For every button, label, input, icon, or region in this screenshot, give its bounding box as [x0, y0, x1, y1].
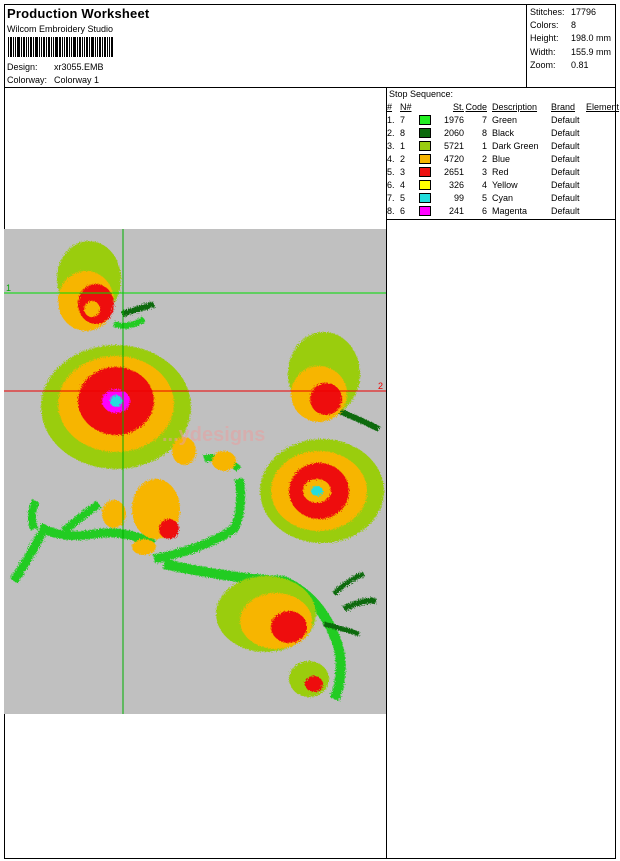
stop-stitches: 1976: [443, 114, 464, 125]
stop-description: Black: [492, 127, 515, 138]
stop-row: [387, 139, 619, 152]
stop-index: 4.: [387, 153, 395, 164]
stop-element: [586, 126, 619, 139]
stop-code: 3: [481, 166, 487, 177]
flower-large-left: [41, 345, 191, 469]
stop-description: Dark Green: [492, 140, 539, 151]
stop-index: 8.: [387, 205, 395, 216]
stat-stitches: Stitches: 17796: [530, 7, 597, 17]
stat-colors: Colors: 8: [530, 20, 577, 31]
design-filename: xr3055.EMB: [54, 62, 104, 72]
stop-stitches: 241: [448, 205, 464, 216]
stop-brand: Default: [551, 140, 580, 151]
stop-stitches: 4720: [443, 153, 464, 164]
col-index: #: [387, 101, 393, 112]
stop-code: 5: [481, 192, 487, 203]
stop-stitches: 2060: [443, 127, 464, 138]
stop-code: 7: [481, 114, 487, 125]
stop-stitches: 5721: [443, 140, 464, 151]
stat-width: Width: 155.9 mm: [530, 46, 612, 57]
stop-brand: Default: [551, 192, 580, 203]
stop-needle: 3: [400, 166, 406, 177]
color-swatch: [417, 126, 432, 139]
watermark-text: ...ydesigns: [162, 424, 266, 446]
color-swatch: [417, 152, 432, 165]
guide-label-1: 1: [6, 283, 12, 293]
stop-index: 3.: [387, 140, 395, 151]
stop-needle: 8: [400, 127, 406, 138]
stop-index: 6.: [387, 179, 395, 190]
stat-zoom: Zoom: 0.81: [530, 59, 589, 70]
stop-code: 8: [481, 127, 487, 138]
stop-row: [387, 204, 619, 217]
stop-needle: 1: [400, 140, 406, 151]
flower-top-right: [288, 332, 360, 422]
stop-element: [586, 152, 619, 165]
stats-divider: [526, 4, 527, 87]
color-swatch: [417, 178, 432, 191]
color-swatch: [417, 165, 432, 178]
flower-large-right: [260, 439, 384, 543]
stop-element: [586, 178, 619, 191]
stop-row: [387, 165, 619, 178]
color-swatch: [417, 191, 432, 204]
colorway-value: Colorway 1: [54, 75, 100, 85]
software-name: Wilcom Embroidery Studio: [7, 24, 114, 34]
header-divider: [4, 87, 616, 88]
stop-sequence-divider: [386, 219, 616, 220]
stop-element: [586, 113, 619, 126]
stop-brand: Default: [551, 179, 580, 190]
stop-element: [586, 165, 619, 178]
embroidery-design: [4, 229, 386, 714]
stop-needle: 5: [400, 192, 406, 203]
stop-needle: 6: [400, 205, 406, 216]
col-element: Element: [586, 101, 620, 112]
col-description: Description: [492, 101, 538, 112]
guide-label-2: 2: [378, 381, 384, 391]
stop-index: 7.: [387, 192, 395, 203]
stop-code: 1: [481, 140, 487, 151]
stop-code: 2: [481, 153, 487, 164]
color-swatch: [417, 113, 432, 126]
col-swatch: [417, 100, 432, 113]
col-stitches: St.: [452, 101, 464, 112]
stop-sequence-table: [387, 100, 619, 217]
stop-stitches: 326: [448, 179, 464, 190]
stop-row: [387, 191, 619, 204]
stop-brand: Default: [551, 166, 580, 177]
col-needle: N#: [400, 101, 412, 112]
stop-stitches: 2651: [443, 166, 464, 177]
color-swatch: [417, 139, 432, 152]
stop-sequence-title: Stop Sequence:: [389, 89, 454, 99]
design-label: Design:: [7, 62, 38, 72]
stop-description: Blue: [492, 153, 511, 164]
stop-row: [387, 126, 619, 139]
stop-row: [387, 113, 619, 126]
stop-element: [586, 191, 619, 204]
stop-element: [586, 139, 619, 152]
colorway-label: Colorway:: [7, 75, 48, 85]
worksheet-title: Production Worksheet: [7, 6, 150, 21]
stop-needle: 4: [400, 179, 406, 190]
stop-description: Magenta: [492, 205, 528, 216]
stop-needle: 7: [400, 114, 406, 125]
col-code: Code: [465, 101, 487, 112]
stop-brand: Default: [551, 114, 580, 125]
stop-needle: 2: [400, 153, 406, 164]
design-stats: [530, 6, 611, 72]
stop-row: [387, 178, 619, 191]
stop-description: Red: [492, 166, 509, 177]
stop-index: 1.: [387, 114, 395, 125]
stop-code: 6: [481, 205, 487, 216]
stop-brand: Default: [551, 127, 580, 138]
flower-top: [57, 241, 121, 331]
stop-row: [387, 152, 619, 165]
stop-brand: Default: [551, 205, 580, 216]
stop-stitches: 99: [453, 192, 464, 203]
stop-brand: Default: [551, 153, 580, 164]
colorway-row: [7, 75, 99, 85]
stop-index: 2.: [387, 127, 395, 138]
design-row: [7, 62, 104, 72]
stop-index: 5.: [387, 166, 395, 177]
stop-code: 4: [481, 179, 487, 190]
stop-description: Cyan: [492, 192, 514, 203]
barcode: [8, 37, 131, 57]
stop-sequence-header: [387, 100, 619, 113]
col-brand: Brand: [551, 101, 576, 112]
stop-element: [586, 204, 619, 217]
stop-description: Green: [492, 114, 518, 125]
color-swatch: [417, 204, 432, 217]
stat-height: Height: 198.0 mm: [530, 33, 612, 44]
stop-description: Yellow: [492, 179, 518, 190]
design-preview: [4, 229, 386, 714]
